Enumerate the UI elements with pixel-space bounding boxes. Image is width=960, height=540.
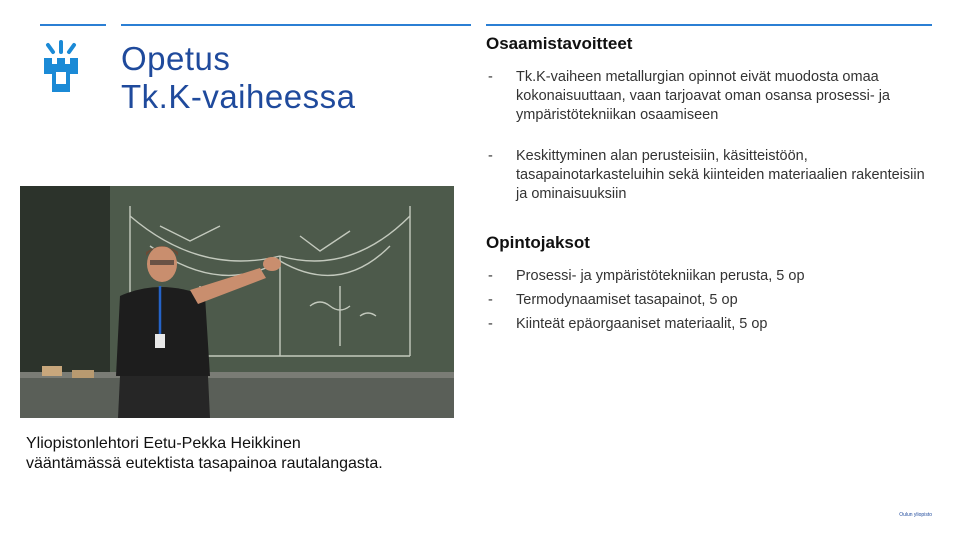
caption-line-2: vääntämässä eutektista tasapainoa rautalangasta. <box>26 455 383 472</box>
learning-outcomes-list <box>486 68 926 204</box>
list-item-text: Prosessi- ja ympäristötekniikan perusta, 5 op <box>516 268 805 284</box>
university-tower-logo-icon <box>40 40 82 96</box>
bullet-dash: - <box>488 148 493 164</box>
top-rule-left <box>40 24 106 26</box>
list-item-text: Tk.K-vaiheen metallurgian opinnot eivät muodosta omaa kokonaisuuttaan, vaan tarjoavat oman osansa prosessi- ja ympäristötekniikan osaamiseen <box>516 69 890 123</box>
list-item <box>486 267 926 286</box>
list-item-text: Kiinteät epäorgaaniset materiaalit, 5 op <box>516 316 768 332</box>
list-item <box>486 315 926 334</box>
list-item <box>486 68 926 125</box>
caption-line-1: Yliopistonlehtori Eetu-Pekka Heikkinen <box>26 435 301 452</box>
list-item <box>486 147 926 204</box>
list-item-text: Keskittyminen alan perusteisiin, käsitteistöön, tasapainotarkasteluihin sekä kiinteiden materiaalien rakenteisiin ja ominaisuuksiin <box>516 148 925 202</box>
page-title <box>121 40 451 116</box>
top-rule-right <box>486 24 932 26</box>
bullet-dash: - <box>488 268 493 284</box>
photo-caption <box>26 434 466 474</box>
footer-university-name: Oulun yliopisto <box>899 512 932 518</box>
section-heading-learning-outcomes: Osaamistavoitteet <box>486 34 633 53</box>
bullet-dash: - <box>488 292 493 308</box>
title-line-1: Opetus <box>121 40 231 77</box>
bullet-dash: - <box>488 69 493 85</box>
top-rule-middle <box>121 24 471 26</box>
title-line-2: Tk.K-vaiheessa <box>121 78 356 115</box>
section-heading-courses: Opintojaksot <box>486 233 590 252</box>
lecture-photo <box>20 186 454 418</box>
bullet-dash: - <box>488 316 493 332</box>
courses-list <box>486 267 926 334</box>
list-item-text: Termodynaamiset tasapainot, 5 op <box>516 292 738 308</box>
list-item <box>486 291 926 310</box>
